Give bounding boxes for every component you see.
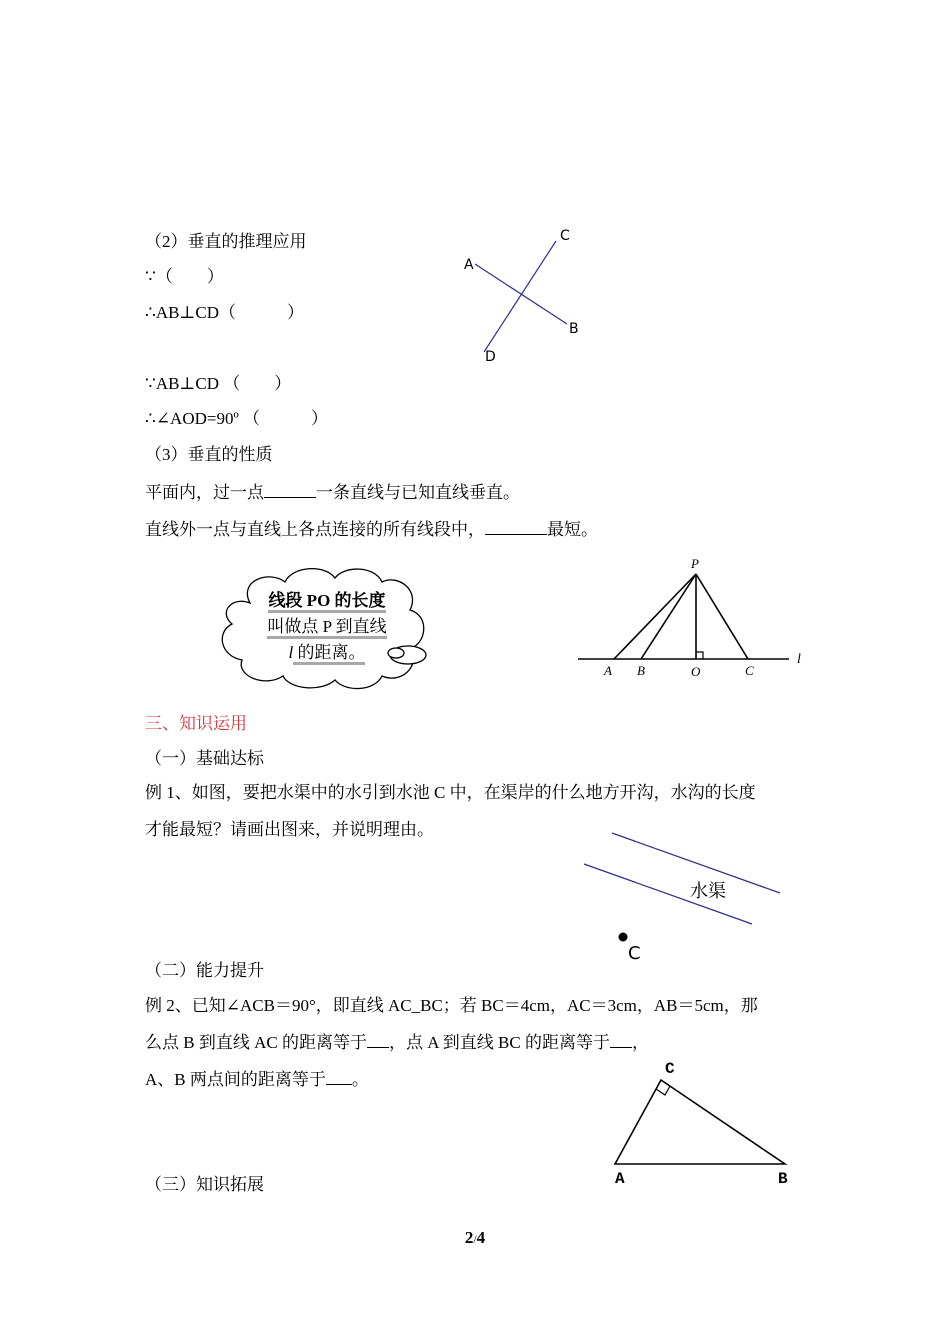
po-label-l: l — [797, 652, 801, 667]
subsection-extension: （三）知识拓展 — [145, 1175, 264, 1194]
pond-point-c — [619, 933, 628, 942]
example-2-line-2 — [145, 1031, 649, 1054]
subsection-basic: （一）基础达标 — [145, 749, 264, 768]
cloud-text-line-1: 线段 PO 的长度 — [268, 591, 385, 613]
triangle-label-c: C — [665, 1060, 675, 1078]
page-separator: / — [473, 1232, 477, 1246]
po-label-p: P — [691, 556, 699, 571]
example-2-line-2-a: 么点 B 到直线 AC 的距离等于 — [145, 1033, 367, 1052]
page-total: 4 — [476, 1228, 486, 1247]
cloud-text-line-l: l — [288, 643, 294, 662]
example-1-line-1: 例 1、如图，要把水渠中的水引到水池 C 中，在渠岸的什么地方开沟，水沟的长度 — [145, 783, 756, 802]
reasoning-line-because-2: ∵AB⊥CD （ ） — [145, 374, 292, 393]
cloud-text-line-2: 叫做点 P 到直线 — [267, 617, 386, 639]
perpendicular-cross-figure — [475, 241, 567, 352]
property-2-before: 直线外一点与直线上各点连接的所有线段中， — [145, 520, 485, 539]
fill-blank-ab-distance[interactable] — [326, 1068, 352, 1085]
example-2-line-3 — [145, 1068, 369, 1091]
fill-blank-a-to-bc[interactable] — [610, 1031, 632, 1048]
canal-label: 水渠 — [690, 881, 726, 902]
reasoning-line-because: ∵（ ） — [145, 267, 224, 286]
right-triangle-figure — [615, 1080, 785, 1164]
point-to-line-distance-figure — [578, 574, 789, 659]
example-2-line-3-b: 。 — [351, 1070, 369, 1089]
property-1-before: 平面内，过一点 — [145, 483, 264, 502]
example-2-line-1: 例 2、已知∠ACB＝90°，即直线 AC_BC；若 BC＝4cm，AC＝3cm，AB＝5cm，那 — [145, 996, 758, 1015]
cloud-callout-text — [252, 588, 402, 666]
cloud-text-line-3: 的距离。 — [293, 643, 365, 665]
subsection-advanced: （二）能力提升 — [145, 961, 264, 980]
triangle-label-a: A — [615, 1170, 625, 1188]
section-heading-perpendicular-reasoning: （2）垂直的推理应用 — [145, 232, 307, 251]
cross-label-c: C — [560, 228, 570, 244]
triangle-label-b: B — [778, 1170, 788, 1188]
po-label-o: O — [691, 664, 701, 679]
example-2-line-2-c: ， — [632, 1033, 649, 1052]
page-number — [0, 1228, 950, 1248]
po-label-c: C — [745, 663, 754, 678]
example-2-line-2-b: ，点 A 到直线 BC 的距离等于 — [388, 1033, 610, 1052]
section-heading-perpendicular-properties: （3）垂直的性质 — [145, 445, 273, 464]
property-2-after: 最短。 — [547, 520, 598, 539]
pond-label-c: C — [628, 943, 641, 964]
example-1-line-2: 才能最短？请画出图来，并说明理由。 — [145, 820, 434, 839]
cross-label-d: D — [485, 349, 496, 365]
po-label-a: A — [604, 663, 612, 678]
po-label-b: B — [637, 663, 645, 678]
example-2-line-3-a: A、B 两点间的距离等于 — [145, 1070, 326, 1089]
reasoning-line-therefore: ∴AB⊥CD（ ） — [145, 303, 305, 322]
cross-label-a: A — [464, 257, 474, 273]
fill-blank-b-to-ac[interactable] — [367, 1031, 389, 1048]
cross-label-b: B — [569, 321, 579, 337]
property-1-after: 一条直线与已知直线垂直。 — [316, 483, 520, 502]
page-current: 2 — [464, 1228, 474, 1247]
part-heading-knowledge-application: 三、知识运用 — [145, 714, 247, 733]
reasoning-line-therefore-2: ∴∠AOD=90º （ ） — [145, 409, 328, 428]
canal-figure — [584, 833, 780, 942]
